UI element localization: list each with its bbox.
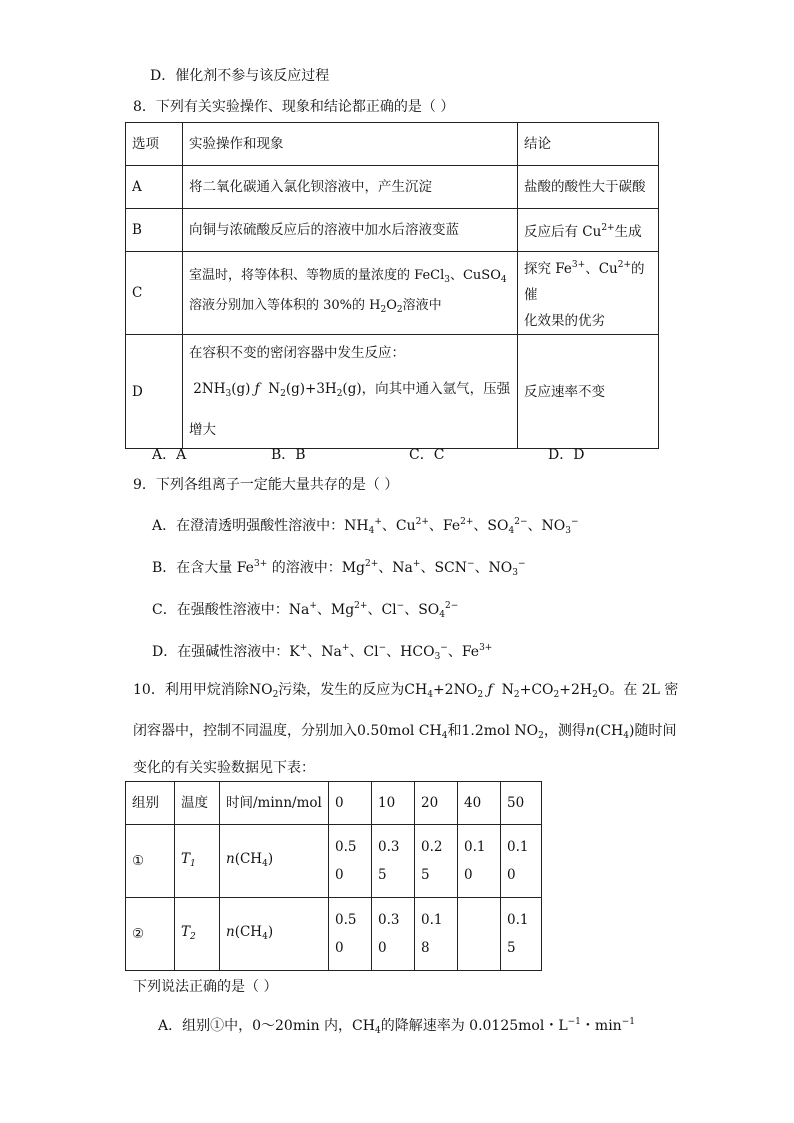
q8-opt-b: B	[126, 209, 183, 252]
q10-line1: 10．利用甲烷消除$NO_2$污染，发生的反应为$CH_4+2NO_2$ ƒ $N_2+CO_2+2H_2O$。在 2L 密	[133, 682, 679, 700]
q10-table	[125, 781, 542, 971]
q8-op-b: 向铜与浓硫酸反应后的溶液中加水后溶液变蓝	[183, 209, 518, 252]
q10-val-2-10: 0.3 0	[372, 898, 415, 971]
q8-header-option: 选项	[126, 123, 183, 166]
q10-header-temp: 温度	[175, 782, 220, 825]
q10-header-t50: 50	[501, 782, 542, 825]
q9-stem: 9．下列各组离子一定能大量共存的是（ ）	[133, 477, 399, 493]
q10-temp-1: $T_1$	[175, 825, 220, 898]
q8-op-d: 在容积不变的密闭容器中发生反应： $2NH_3(g)$ ƒ $N_2(g)+3H_2(g)$，向其中通入氩气，压强 增大	[183, 335, 518, 449]
q8-con-d: 反应速率不变	[518, 335, 659, 449]
q10-header-t10: 10	[372, 782, 415, 825]
table-row	[126, 825, 542, 898]
q10-temp-2: $T_2$	[175, 898, 220, 971]
q8-opt-a: A	[126, 166, 183, 209]
table-row	[126, 898, 542, 971]
q10-quantity-2: $n(CH_4)$	[220, 898, 329, 971]
q8-header-conclusion: 结论	[518, 123, 659, 166]
q10-header-group: 组别	[126, 782, 175, 825]
q9-option-b: B．在含大量 $Fe^{3+}$ 的溶液中：$Mg^{2+}$、Na+、SCN−、$NO_3^-$	[152, 559, 526, 578]
q10-option-a: A．组别①中，0～20min 内，$CH_4$的降解速率为 0.0125mol・$L^{-1}$・$\min^{-1}$	[158, 1017, 635, 1036]
table-row	[126, 335, 659, 449]
q8-con-b: 反应后有 $Cu^{2+}$生成	[518, 209, 659, 252]
q10-val-2-20: 0.1 8	[415, 898, 458, 971]
q10-line2: 闭容器中，控制不同温度，分别加入0.50mol $CH_4$和1.2mol $NO_2$，测得$n(CH_4)$随时间	[133, 723, 677, 741]
q7-option-d: D．催化剂不参与该反应过程	[150, 68, 330, 84]
table-row	[126, 209, 659, 252]
q10-header-t40: 40	[458, 782, 501, 825]
q10-val-1-50: 0.1 0	[501, 825, 542, 898]
table-row	[126, 252, 659, 335]
q10-line3: 变化的有关实验数据见下表：	[133, 760, 315, 776]
q8-opt-d: D	[126, 335, 183, 449]
q8-op-a: 将二氧化碳通入氯化钡溶液中，产生沉淀	[183, 166, 518, 209]
q8-choice-c: C．C	[409, 447, 445, 463]
q10-group-1: ①	[126, 825, 175, 898]
q10-val-1-0: 0.5 0	[329, 825, 372, 898]
q8-choice-d: D．D	[548, 447, 585, 463]
q10-quantity-1: $n(CH_4)$	[220, 825, 329, 898]
q10-val-2-40	[458, 898, 501, 971]
q9-option-c: C．在强酸性溶液中：Na+、$Mg^{2+}$、Cl−、$SO_4^{2-}$	[152, 601, 459, 620]
q10-after: 下列说法正确的是（ ）	[133, 979, 278, 995]
q10-val-2-50: 0.1 5	[501, 898, 542, 971]
table-row	[126, 166, 659, 209]
q8-op-c: 室温时，将等体积、等物质的量浓度的 FeCl$_3$、CuSO$_4$ 溶液分别加入等体积的 30%的 $H_2O_2$溶液中	[183, 252, 518, 335]
q9-option-d: D．在强碱性溶液中：K+、Na+、Cl−、$HCO_3^-$、$Fe^{3+}$	[152, 643, 493, 662]
q8-con-a: 盐酸的酸性大于碳酸	[518, 166, 659, 209]
q8-choice-a: A．A	[152, 447, 187, 463]
q10-group-2: ②	[126, 898, 175, 971]
q8-con-c: 探究 $Fe^{3+}$、$Cu^{2+}$的催 化效果的优劣	[518, 252, 659, 335]
q8-header-operation: 实验操作和现象	[183, 123, 518, 166]
q10-header-t0: 0	[329, 782, 372, 825]
q8-choice-b: B．B	[271, 447, 306, 463]
q8-stem: 8．下列有关实验操作、现象和结论都正确的是（ ）	[133, 99, 455, 115]
q10-header-time: 时间/minn/mol	[220, 782, 329, 825]
q9-option-a: A．在澄清透明强酸性溶液中：$NH_4^+$、$Cu^{2+}$、$Fe^{2+}$、$SO_4^{2-}$、$NO_3^-$	[152, 517, 579, 536]
q8-table	[125, 122, 659, 449]
q10-val-2-0: 0.5 0	[329, 898, 372, 971]
q10-val-1-40: 0.1 0	[458, 825, 501, 898]
q10-val-1-20: 0.2 5	[415, 825, 458, 898]
q8-opt-c: C	[126, 252, 183, 335]
q10-val-1-10: 0.3 5	[372, 825, 415, 898]
q10-header-t20: 20	[415, 782, 458, 825]
